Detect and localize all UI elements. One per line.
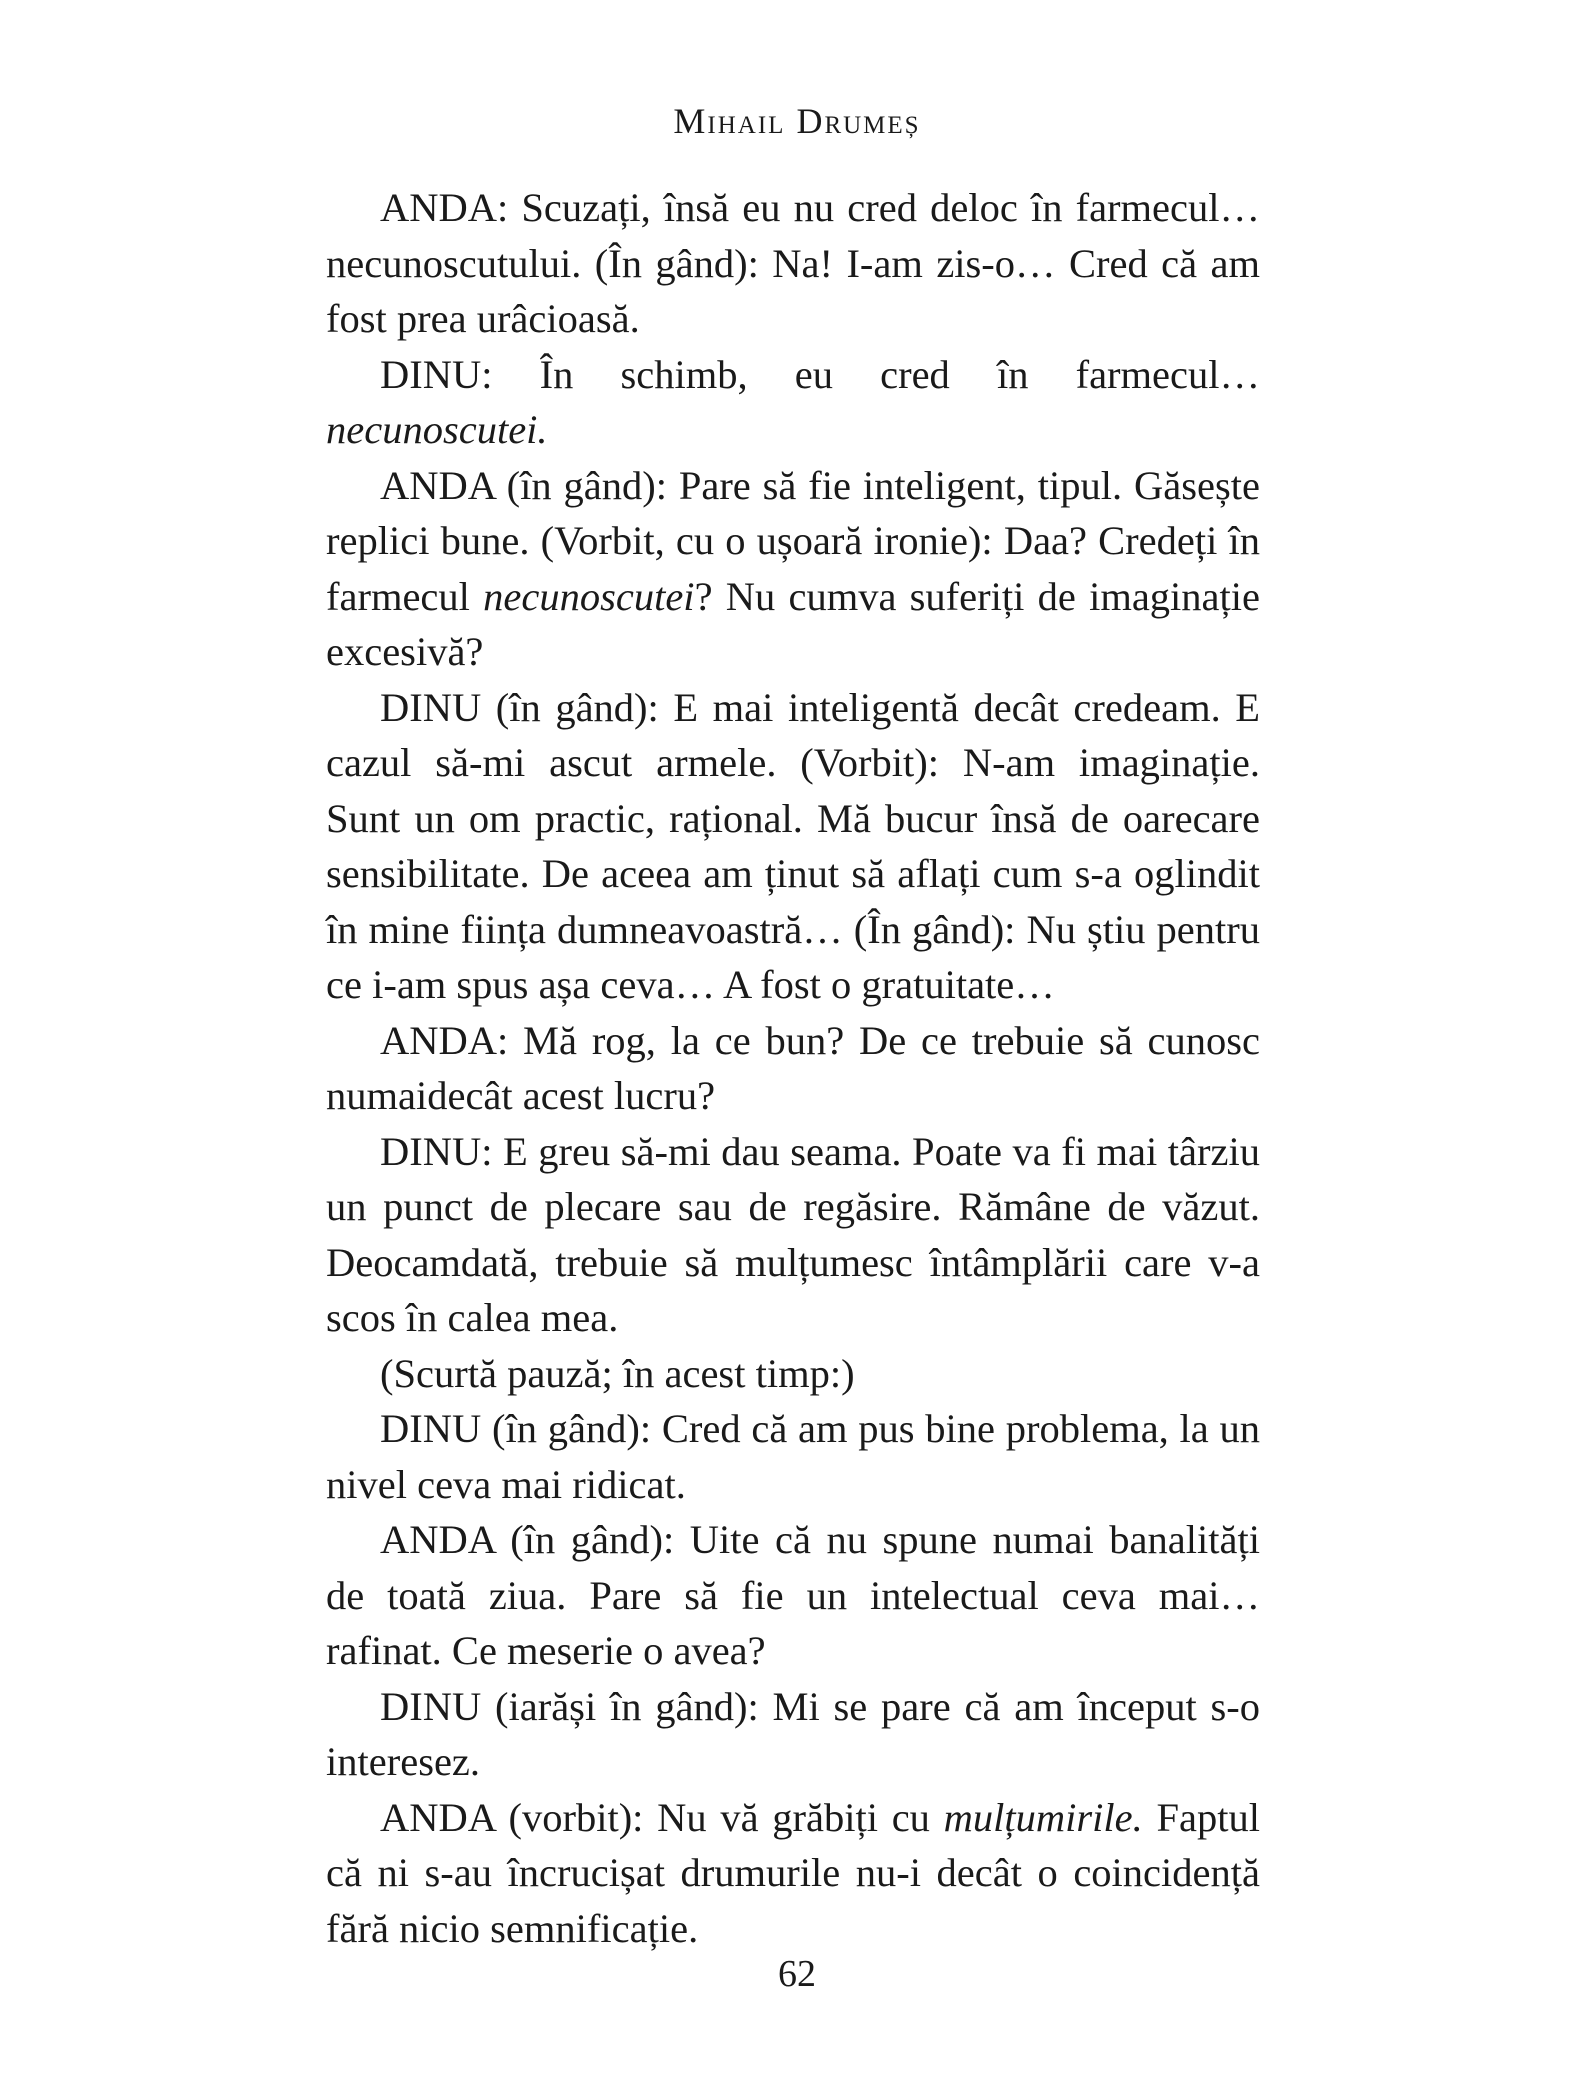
- paragraph: [326, 1790, 1260, 1957]
- italic-run: mulțumirile.: [943, 1794, 1143, 1840]
- paragraph: [326, 180, 1260, 347]
- text-run: ANDA (vorbit): Nu vă grăbiți cu: [380, 1794, 944, 1840]
- page-number: 62: [778, 1953, 816, 1995]
- text-run: DINU (în gând): E mai inteligentă decât credeam. E cazul să-mi ascut armele. (Vorbit): N-am imaginație. Sunt un om practic, rațional. Mă bucur însă de oarecare sensibilitate. De aceea am ținut să aflați cum s-a oglindit în mine ființa dumneavoastră… (În gând): Nu știu pentru ce i-am spus așa ceva… A fost o gratuitate…: [326, 684, 1260, 1007]
- text-run: DINU: E greu să-mi dau seama. Poate va fi mai târziu un punct de plecare sau de regăsire. Rămâne de văzut. Deocamdată, trebuie să mulțumesc întâmplării care v-a scos în calea mea.: [326, 1128, 1260, 1340]
- text-run: ANDA: Mă rog, la ce bun? De ce trebuie să cunosc numaidecât acest lucru?: [326, 1017, 1260, 1118]
- paragraph: [326, 1679, 1260, 1790]
- body-text: [326, 180, 1260, 1956]
- paragraph: [326, 458, 1260, 680]
- italic-run: necunoscutei.: [326, 407, 548, 452]
- text-run: ANDA: Scuzați, însă eu nu cred deloc în farmecul… necunoscutului. (În gând): Na! I-am zis-o… Cred că am fost prea urâcioasă.: [326, 185, 1260, 341]
- italic-run: necunoscutei: [483, 573, 695, 619]
- text-run: ANDA (în gând): Pare să fie inteligent, tipul. Găsește replici bune. (Vorbit, cu o ușoară ironie): Daa? Credeți în farmecul: [326, 462, 1260, 619]
- paragraph: [326, 1124, 1260, 1346]
- paragraph: [326, 1013, 1260, 1124]
- paragraph: [326, 680, 1260, 1013]
- text-run: DINU: În schimb, eu cred în farmecul…: [380, 351, 1260, 397]
- paragraph: [326, 1346, 1260, 1402]
- text-run: (Scurtă pauză; în acest timp:): [380, 1350, 855, 1396]
- paragraph: [326, 1512, 1260, 1679]
- text-run: DINU (în gând): Cred că am pus bine problema, la un nivel ceva mai ridicat.: [326, 1406, 1260, 1507]
- paragraph: [326, 347, 1260, 458]
- text-run: ANDA (în gând): Uite că nu spune numai banalități de toată ziua. Pare să fie un intelectual ceva mai… rafinat. Ce meserie o avea?: [326, 1517, 1260, 1673]
- running-head: Mihail Drumeș: [673, 101, 921, 141]
- paragraph: [326, 1401, 1260, 1512]
- text-run: Faptul că ni s-au încrucișat drumurile nu-i decât o coincidență fără nicio semnificație.: [326, 1794, 1260, 1951]
- text-run: ? Nu cumva suferiți de imaginație excesivă?: [326, 573, 1261, 674]
- text-run: DINU (iarăși în gând): Mi se pare că am început s-o interesez.: [326, 1683, 1260, 1784]
